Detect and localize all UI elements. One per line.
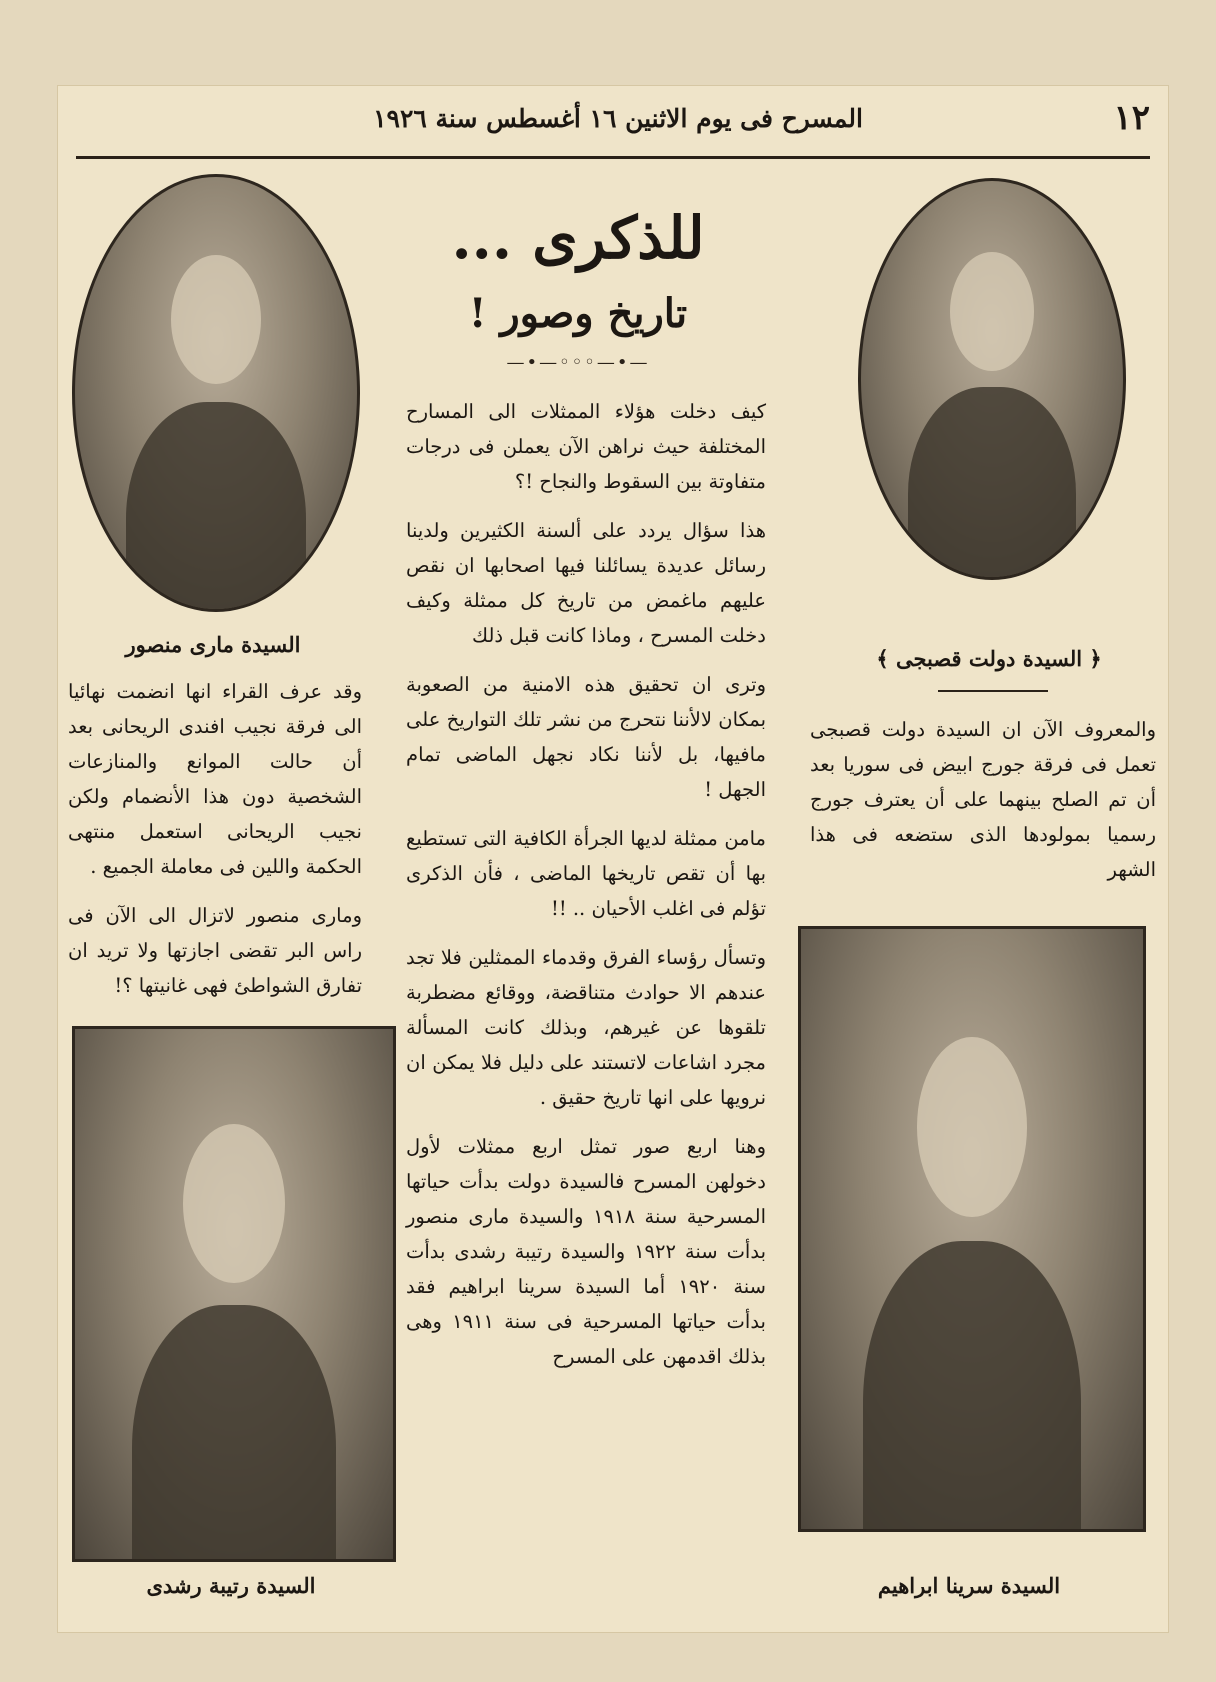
caption-serena-ibrahim: السيدة سرينا ابراهيم: [877, 1573, 1061, 1598]
dawlat-kasabji-text: [810, 712, 1156, 901]
portrait-shape: [171, 255, 261, 385]
article-paragraph: وتسأل رؤساء الفرق وقدماء الممثلين فلا تجد عندهم الا حوادث متناقضة، ووقائع مضطربة تلقوها عن غيرهم، وبذلك كانت المسألة مجرد اشاعات لاتستند على دليل فلا يمكن ان نرويها على انها تاريخ حقيق .: [406, 946, 766, 1109]
caption-dawlat-kasabji: ﴿ السيدة دولت قصبجى ﴾: [876, 646, 1102, 671]
portrait-shape: [863, 1241, 1082, 1532]
caption-rule: [938, 690, 1048, 692]
page-number: ١٢: [1113, 98, 1150, 138]
article-paragraph: كيف دخلت هؤلاء الممثلات الى المسارح المختلفة حيث نراهن الآن يعملن فى درجات متفاوتة بين السقوط والنجاح !؟: [406, 400, 766, 493]
portrait-shape: [183, 1124, 285, 1283]
portrait-shape: [126, 402, 306, 612]
text-paragraph: والمعروف الآن ان السيدة دولت قصبجى تعمل فى فرقة جورج ابيض فى سوريا بعد أن تم الصلح بينهما على أن يعترف جورج رسميا بمولودها الذى ستضعه فى هذا الشهر: [810, 718, 1156, 881]
article-title: للذكرى ...: [451, 204, 705, 272]
portrait-shape: [908, 387, 1076, 580]
article-paragraph: وترى ان تحقيق هذه الامنية من الصعوبة بمكان لالأننا نتحرج من نشر تلك التواريخ على مافيها، بل لأننا نكاد نجهل الماضى تمام الجهل !: [406, 673, 766, 801]
portrait-shape: [132, 1305, 336, 1562]
caption-mary-mansour: السيدة مارى منصور: [125, 632, 301, 657]
mary-mansour-text: [68, 674, 362, 1017]
portrait-shape: [950, 252, 1034, 371]
article-paragraph: هذا سؤال يردد على ألسنة الكثيرين ولدينا رسائل عديدة يسائلنا فيها اصحابها ان نقص عليهم ماغمض من تاريخ كل ممثلة وكيف دخلت المسرح ، وماذا كانت قبل ذلك: [406, 519, 766, 647]
text-paragraph: ومارى منصور لاتزال الى الآن فى راس البر تقضى اجازتها ولا تريد ان تفارق الشواطئ فهى غانيتها ؟!: [68, 904, 362, 997]
article-body: [406, 394, 766, 1388]
photo-rateeba-roshdi: [72, 1026, 396, 1562]
photo-dawlat-kasabji: [858, 178, 1126, 580]
article-subtitle: تاريخ وصور !: [468, 290, 688, 337]
article-paragraph: مامن ممثلة لديها الجرأة الكافية التى تستطيع بها أن تقص تاريخها الماضى ، فأن الذكرى تؤلم فى اغلب الأحيان .. !!: [406, 827, 766, 920]
newspaper-page: [58, 86, 1168, 1632]
header-rule: [76, 156, 1150, 159]
portrait-shape: [917, 1037, 1026, 1217]
ornament-divider: —•—◦◦◦—•—: [506, 352, 650, 373]
photo-mary-mansour: [72, 174, 360, 612]
text-paragraph: وقد عرف القراء انها انضمت نهائيا الى فرقة نجيب افندى الريحانى بعد أن حالت الموانع والمنازعات الشخصية دون هذا الأنضمام ولكن نجيب الريحانى استعمل منتهى الحكمة واللين فى معاملة الجميع .: [68, 680, 362, 878]
header-title: المسرح فى يوم الاثنين ١٦ أغسطس سنة ١٩٢٦: [373, 104, 863, 133]
article-paragraph: وهنا اربع صور تمثل اربع ممثلات لأول دخولهن المسرح فالسيدة دولت بدأت حياتها المسرحية سنة ١٩١٨ والسيدة مارى منصور بدأت سنة ١٩٢٢ والسيدة رتيبة رشدى بدأت سنة ١٩٢٠ أما السيدة سرينا ابراهيم فقد بدأت حياتها المسرحية فى سنة ١٩١١ وهى بذلك اقدمهن على المسرح: [406, 1135, 767, 1368]
caption-rateeba-roshdi: السيدة رتيبة رشدى: [146, 1573, 316, 1598]
photo-serena-ibrahim: [798, 926, 1146, 1532]
